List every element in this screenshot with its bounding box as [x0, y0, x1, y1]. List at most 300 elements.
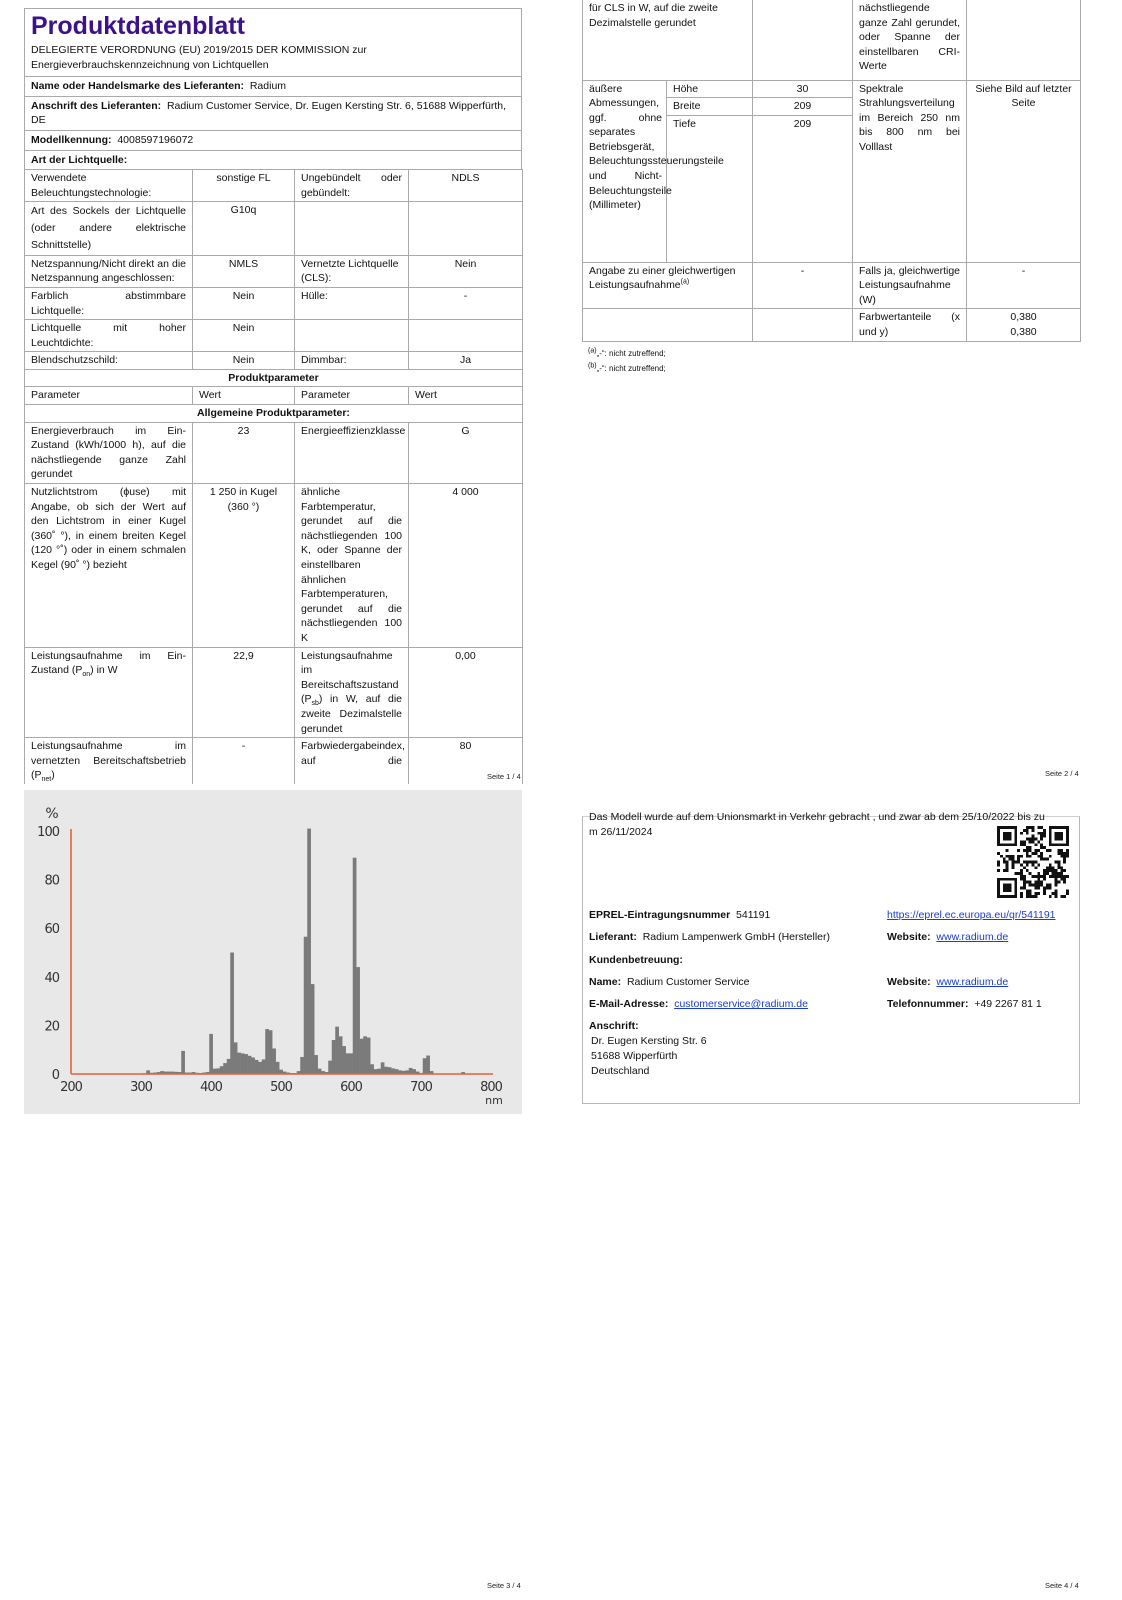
qr-module — [1011, 866, 1014, 869]
qr-module — [1003, 858, 1006, 861]
param-label: Blendschutzschild: — [25, 352, 193, 370]
table-row — [25, 647, 523, 738]
param-label: Dimmbar: — [295, 352, 409, 370]
qr-module — [1006, 849, 1009, 852]
qr-module — [1003, 832, 1012, 841]
qr-module — [1034, 852, 1037, 855]
spectrum-bar — [384, 1067, 388, 1074]
qr-module — [1037, 863, 1040, 866]
qr-module — [1040, 855, 1043, 858]
qr-module — [1026, 832, 1029, 835]
qr-module — [1066, 852, 1069, 855]
general-params-heading: Allgemeine Produktparameter: — [25, 405, 523, 423]
column-header-row — [25, 387, 523, 405]
qr-module — [1063, 875, 1066, 878]
qr-module — [1060, 849, 1063, 852]
header-block — [24, 8, 522, 169]
qr-module — [1020, 855, 1023, 858]
table-row — [25, 202, 523, 255]
superscript: (b) — [588, 362, 597, 369]
qr-module — [1029, 855, 1032, 858]
qr-module — [1023, 875, 1026, 878]
param-label: Hülle: — [295, 287, 409, 319]
param-label: Energieeffizienzklasse — [295, 422, 409, 483]
dimension-value: 209 — [753, 98, 853, 116]
qr-module — [1026, 861, 1029, 864]
spectrum-bar — [265, 1029, 269, 1074]
spectrum-bar — [241, 1053, 245, 1074]
qr-module — [1020, 843, 1023, 846]
qr-module — [1040, 838, 1043, 841]
qr-module — [1020, 878, 1023, 881]
qr-module — [1049, 884, 1052, 887]
param-value — [753, 309, 853, 341]
text: Leistungsaufnahme im Ein-Zustand (P — [31, 649, 186, 677]
spectrum-bar — [367, 1038, 371, 1074]
footnotes — [582, 346, 1080, 376]
qr-module — [1029, 895, 1032, 898]
param-label: Energieverbrauch im Ein-Zustand (kWh/1000 h), auf die nächstliegende ganze Zahl gerundet — [25, 422, 193, 483]
x-tick-label: 800 — [480, 1080, 502, 1095]
section-heading-row — [25, 369, 523, 387]
qr-module — [1026, 849, 1029, 852]
qr-module — [1017, 861, 1020, 864]
qr-module — [1063, 861, 1066, 864]
qr-module — [1057, 863, 1060, 866]
param-value: 4 000 — [409, 484, 523, 648]
x-tick-label: 400 — [200, 1080, 222, 1095]
qr-module — [1003, 861, 1006, 864]
table-row — [25, 422, 523, 483]
qr-module — [1037, 892, 1040, 895]
param-label: nächstliegende ganze Zahl gerundet, oder Spanne der einstellbaren CRI-Werte — [853, 0, 967, 80]
cs-website-label: Website: — [887, 976, 931, 988]
spectrum-bar — [209, 1034, 213, 1074]
qr-module — [1043, 835, 1046, 838]
spectrum-bar — [234, 1042, 238, 1074]
qr-module — [1060, 869, 1063, 872]
param-label — [295, 320, 409, 352]
address-line: Dr. Eugen Kersting Str. 6 — [591, 1035, 707, 1047]
qr-module — [1017, 855, 1020, 858]
qr-module — [1066, 855, 1069, 858]
page-footer: Seite 4 / 4 — [1045, 1581, 1079, 1590]
spectrum-bar — [276, 1062, 280, 1074]
qr-module — [1040, 881, 1043, 884]
qr-module — [1066, 892, 1069, 895]
qr-module — [1049, 849, 1052, 852]
x-tick-label: 200 — [60, 1080, 82, 1095]
qr-module — [1020, 872, 1023, 875]
qr-module — [1052, 872, 1055, 875]
qr-module — [1057, 872, 1060, 875]
qr-module — [1055, 872, 1058, 875]
param-value — [409, 320, 523, 352]
qr-module — [1032, 884, 1035, 887]
table-row — [25, 352, 523, 370]
param-value: - — [193, 738, 295, 784]
qr-module — [1052, 869, 1055, 872]
param-value: - — [967, 262, 1081, 309]
qr-module — [1026, 895, 1029, 898]
qr-module — [1040, 826, 1043, 829]
qr-module — [1032, 840, 1035, 843]
address-line: 51688 Wipperfürth — [591, 1050, 678, 1062]
cs-name-label: Name: — [589, 976, 622, 988]
dimension-label: Tiefe — [667, 115, 753, 262]
x-tick-label: 700 — [410, 1080, 432, 1095]
qr-module — [1026, 846, 1029, 849]
param-label: Falls ja, gleichwertige Leistungsaufnahme (W) — [853, 262, 967, 309]
qr-module — [1026, 863, 1029, 866]
section-heading-row — [25, 405, 523, 423]
dimension-value: 30 — [753, 80, 853, 98]
qr-module — [1023, 881, 1026, 884]
supplier-name-label: Name oder Handelsmarke des Lieferanten: — [31, 80, 244, 93]
qr-module — [1034, 884, 1037, 887]
qr-module — [1037, 875, 1040, 878]
y-ticks-group — [37, 825, 60, 1083]
spectrum-bar — [269, 1030, 273, 1074]
qr-module — [1063, 869, 1066, 872]
qr-module — [1014, 872, 1017, 875]
qr-module — [1020, 832, 1023, 835]
qr-module — [1034, 849, 1037, 852]
model-value: 4008597196072 — [117, 133, 194, 146]
qr-module — [1040, 832, 1043, 835]
qr-module — [1034, 881, 1037, 884]
qr-module — [1006, 855, 1009, 858]
qr-module — [1043, 858, 1046, 861]
qr-module — [1032, 863, 1035, 866]
eprel-value: 541191 — [736, 909, 771, 921]
param-value: NDLS — [409, 170, 523, 202]
qr-code-icon[interactable] — [997, 826, 1069, 898]
qr-module — [1046, 886, 1049, 889]
qr-module — [1023, 878, 1026, 881]
qr-module — [1029, 838, 1032, 841]
qr-module — [1020, 840, 1023, 843]
qr-module — [1037, 878, 1040, 881]
qr-module — [1057, 849, 1060, 852]
qr-module — [1055, 869, 1058, 872]
page-footer: Seite 1 / 4 — [487, 772, 521, 781]
qr-module — [1032, 861, 1035, 864]
superscript: (a) — [588, 347, 597, 354]
qr-module — [1034, 875, 1037, 878]
qr-module — [1063, 855, 1066, 858]
qr-module — [1032, 875, 1035, 878]
x-ticks-group — [60, 1080, 503, 1095]
spectrum-bar — [346, 1053, 350, 1074]
qr-module — [1006, 869, 1009, 872]
param-label — [25, 738, 193, 784]
qr-module — [1063, 878, 1066, 881]
qr-module — [1029, 884, 1032, 887]
param-value: G — [409, 422, 523, 483]
table-row — [25, 484, 523, 648]
qr-module — [1029, 889, 1032, 892]
param-label — [25, 647, 193, 738]
param-label — [583, 309, 753, 341]
qr-module — [1011, 858, 1014, 861]
text: Leistungsaufnahme im Bereitschaftszustand (P — [301, 649, 399, 706]
param-label: Nutzlichtstrom (ϕuse) mit Angabe, ob sich der Wert auf den Lichtstrom in einer Kugel (360˚ °), in einem breiten Kegel (120 °˚) oder in einem schmalen Kegel (90˚ °) bezieht — [25, 484, 193, 648]
address-line: Deutschland — [591, 1065, 650, 1077]
dimensions-label: äußere Abmessungen, ggf. ohne separates Betriebsgerät, Beleuchtungssteuerungsteile und Nicht-Beleuchtungsteile (Millimeter) — [583, 80, 667, 262]
spectrum-bar — [318, 1069, 322, 1074]
qr-module — [1029, 849, 1032, 852]
qr-module — [1052, 875, 1055, 878]
qr-module — [1026, 892, 1029, 895]
qr-module — [1026, 889, 1029, 892]
email-link[interactable]: customerservice@radium.de — [674, 998, 808, 1010]
spectrum-bar — [388, 1067, 392, 1074]
table-row — [583, 262, 1081, 309]
qr-module — [1049, 866, 1052, 869]
table-row — [25, 170, 523, 202]
param-label: Farbwertanteile (x und y) — [853, 309, 967, 341]
param-label: Ungebündelt oder gebündelt: — [295, 170, 409, 202]
qr-module — [1017, 872, 1020, 875]
light-source-type-table — [24, 169, 523, 784]
qr-module — [1055, 878, 1058, 881]
spectrum-bar — [307, 829, 311, 1074]
qr-module — [1037, 855, 1040, 858]
spectral-label: Spektrale Strahlungsverteilung im Bereich 250 nm bis 800 nm bei Volllast — [853, 80, 967, 262]
qr-module — [1043, 889, 1046, 892]
eprel-label: EPREL-Eintragungsnummer — [589, 909, 731, 921]
qr-module — [1040, 884, 1043, 887]
param-value: 1 250 in Kugel (360 °) — [193, 484, 295, 648]
cs-name-row — [589, 975, 750, 990]
param-label: ähnliche Farbtemperatur, gerundet auf die nächstliegenden 100 K, oder Spanne der einstellbaren ähnlichen Farbtemperaturen, gerundet auf die nächstliegenden 100 K — [295, 484, 409, 648]
text: ) in W — [90, 664, 118, 677]
email-row — [589, 997, 808, 1012]
qr-module — [1029, 861, 1032, 864]
spectrum-bar — [258, 1062, 262, 1074]
continuation-table — [582, 0, 1081, 342]
supplier-address-row — [25, 96, 521, 130]
supplier-value: Radium Lampenwerk GmbH (Hersteller) — [642, 931, 830, 943]
qr-module — [1046, 866, 1049, 869]
qr-module — [1006, 866, 1009, 869]
param-label: Farbwiedergabeindex, auf die — [295, 738, 409, 784]
spectrum-bar — [216, 1068, 220, 1074]
regulation-line-1: DELEGIERTE VERORDNUNG (EU) 2019/2015 DER KOMMISSION zur — [31, 44, 367, 56]
qr-module — [1029, 872, 1032, 875]
page-3 — [24, 790, 522, 1114]
qr-module — [1026, 838, 1029, 841]
qr-module — [1060, 855, 1063, 858]
subscript: sb — [311, 700, 319, 708]
qr-module — [1049, 895, 1052, 898]
qr-module — [1049, 886, 1052, 889]
param-value: - — [753, 262, 853, 309]
param-label: Vernetzte Lichtquelle (CLS): — [295, 255, 409, 287]
spectrum-bar — [227, 1059, 231, 1074]
qr-module — [1000, 855, 1003, 858]
table-row — [25, 320, 523, 352]
spectrum-bar — [248, 1056, 252, 1074]
phone-row — [887, 997, 1042, 1012]
model-label: Modellkennung: — [31, 133, 112, 146]
qr-module — [1037, 840, 1040, 843]
qr-module — [1017, 858, 1020, 861]
qr-module — [1037, 884, 1040, 887]
qr-module — [1063, 895, 1066, 898]
dimension-label: Breite — [667, 98, 753, 116]
param-value — [967, 0, 1081, 80]
y-tick-label: 60 — [44, 922, 59, 938]
page-1 — [24, 8, 522, 784]
qr-module — [1063, 852, 1066, 855]
supplier-row — [589, 930, 830, 945]
model-row — [25, 130, 521, 150]
param-value: Nein — [409, 255, 523, 287]
param-value: NMLS — [193, 255, 295, 287]
column-header: Parameter — [25, 387, 193, 405]
column-header: Wert — [409, 387, 523, 405]
dimensions-row — [583, 80, 1081, 98]
qr-module — [1026, 826, 1029, 829]
qr-module — [1055, 895, 1058, 898]
qr-module — [1023, 843, 1026, 846]
qr-module — [1049, 869, 1052, 872]
param-label: Verwendete Beleuchtungstechnologie: — [25, 170, 193, 202]
supplier-address-label: Anschrift des Lieferanten: — [31, 99, 162, 112]
cs-website-link[interactable]: www.radium.de — [936, 976, 1009, 988]
qr-module — [1032, 852, 1035, 855]
qr-module — [1040, 852, 1043, 855]
qr-module — [1040, 858, 1043, 861]
qr-module — [1052, 892, 1055, 895]
qr-module — [1006, 861, 1009, 864]
supplier-address-value: Radium Customer Service, Dr. Eugen Kersting Str. 6, 51688 Wipperfürth, DE — [31, 99, 507, 127]
qr-module — [1046, 872, 1049, 875]
qr-module — [1023, 849, 1026, 852]
regulation-text — [25, 43, 521, 76]
qr-module — [1034, 866, 1037, 869]
cs-website-row — [887, 975, 1008, 990]
param-value: 23 — [193, 422, 295, 483]
cs-name-value: Radium Customer Service — [626, 976, 750, 988]
qr-module — [1043, 872, 1046, 875]
qr-module — [1057, 852, 1060, 855]
qr-module — [997, 852, 1000, 855]
y-tick-label: 40 — [44, 970, 59, 986]
qr-module — [1023, 829, 1026, 832]
bars-group — [143, 829, 469, 1074]
page-2 — [582, 0, 1080, 376]
page-4 — [582, 811, 1080, 1104]
qr-module — [1020, 886, 1023, 889]
table-row — [583, 0, 1081, 80]
x-tick-label: 600 — [340, 1080, 362, 1095]
qr-module — [1029, 892, 1032, 895]
param-label: Netzspannung/Nicht direkt an die Netzspannung angeschlossen: — [25, 255, 193, 287]
spectrum-bar — [223, 1063, 227, 1074]
qr-module — [1057, 866, 1060, 869]
website-link[interactable]: www.radium.de — [936, 931, 1009, 943]
qr-module — [1055, 884, 1058, 887]
qr-module — [1055, 892, 1058, 895]
qr-module — [997, 861, 1000, 864]
y-tick-label: 0 — [51, 1068, 59, 1083]
qr-module — [1037, 849, 1040, 852]
supplier-name-row — [25, 76, 521, 96]
qr-module — [1020, 863, 1023, 866]
phone-value: +49 2267 81 1 — [974, 998, 1042, 1010]
dimension-label: Höhe — [667, 80, 753, 98]
spectrum-bar — [426, 1056, 430, 1074]
spectrum-bar — [220, 1066, 224, 1074]
table-row — [25, 287, 523, 319]
param-value — [967, 309, 1081, 341]
qr-module — [1034, 843, 1037, 846]
qr-module — [1026, 852, 1029, 855]
qr-module — [1023, 866, 1026, 869]
qr-module — [1011, 855, 1014, 858]
param-value: sonstige FL — [193, 170, 295, 202]
qr-module — [1063, 881, 1066, 884]
param-value: Nein — [193, 352, 295, 370]
spectral-value: Siehe Bild auf letzter Seite — [967, 80, 1081, 262]
qr-module — [1066, 889, 1069, 892]
spectrum-bar — [370, 1064, 374, 1074]
qr-module — [1057, 875, 1060, 878]
regulation-line-2: Energieverbrauchskennzeichnung von Lichtquellen — [31, 58, 269, 71]
qr-module — [1046, 858, 1049, 861]
website-label: Website: — [887, 931, 931, 943]
qr-module — [1060, 875, 1063, 878]
qr-module — [997, 869, 1000, 872]
supplier-label: Lieferant: — [589, 931, 637, 943]
qr-module — [1060, 866, 1063, 869]
light-source-type-label: Art der Lichtquelle: — [31, 153, 128, 166]
param-value: 80 — [409, 738, 523, 784]
qr-module — [1020, 892, 1023, 895]
spectrum-bar — [314, 1055, 318, 1074]
qr-module — [1026, 869, 1029, 872]
qr-module — [1006, 863, 1009, 866]
spectrum-bar — [356, 967, 360, 1074]
spectral-distribution-chart — [24, 790, 522, 1114]
qr-module — [1060, 895, 1063, 898]
qr-module — [1020, 875, 1023, 878]
param-label: Farblich abstimmbare Lichtquelle: — [25, 287, 193, 319]
y-tick-label: 80 — [44, 873, 59, 889]
qr-module — [1040, 846, 1043, 849]
qr-module — [1043, 875, 1046, 878]
spectrum-bar — [335, 1027, 339, 1074]
spectrum-bar — [381, 1062, 385, 1074]
spectrum-bar — [272, 1048, 276, 1074]
qr-module — [1063, 858, 1066, 861]
param-label: für CLS in W, auf die zweite Dezimalstelle gerundet — [583, 0, 753, 80]
qr-module — [1032, 838, 1035, 841]
param-value: - — [409, 287, 523, 319]
customer-service-label: Kundenbetreuung: — [589, 954, 683, 966]
qr-module — [1020, 869, 1023, 872]
qr-module — [1066, 849, 1069, 852]
spectrum-bar — [255, 1060, 259, 1074]
qr-module — [1049, 875, 1052, 878]
param-label: Lichtquelle mit hoher Leuchtdichte: — [25, 320, 193, 352]
column-header: Parameter — [295, 387, 409, 405]
y-tick-label: 100 — [37, 825, 59, 840]
eprel-link[interactable]: https://eprel.ec.europa.eu/qr/541191 — [887, 909, 1056, 921]
